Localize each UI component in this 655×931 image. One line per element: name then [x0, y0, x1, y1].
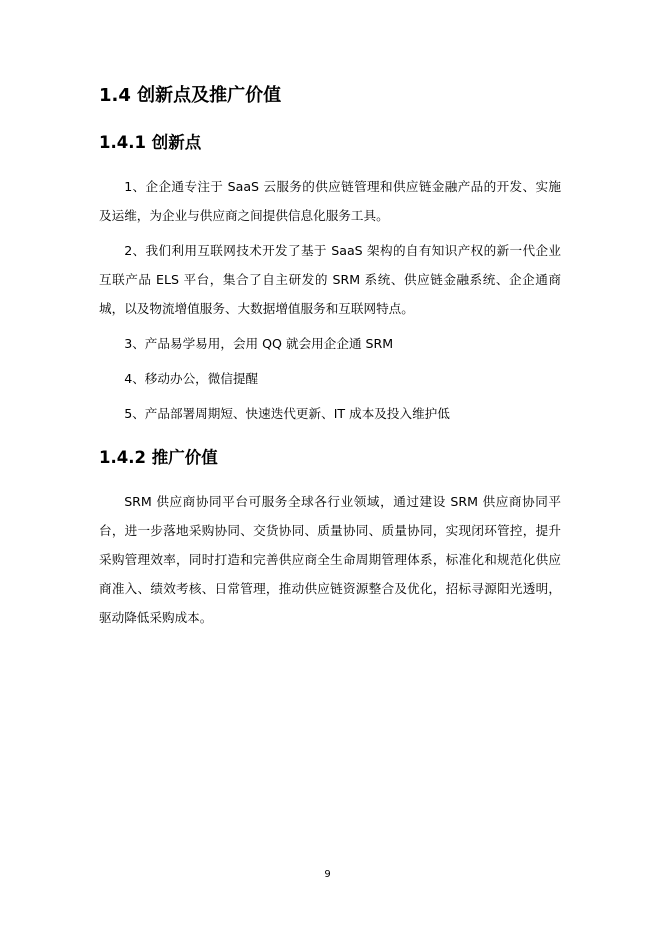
section-heading: 1.4 创新点及推广价值 — [99, 85, 282, 106]
innovation-item-3: 3、产品易学易用，会用 QQ 就会用企企通 SRM — [124, 336, 394, 351]
page-number: 9 — [324, 869, 331, 880]
innovation-list — [99, 172, 561, 428]
innovation-item-2: 2、我们利用互联网技术开发了基于 SaaS 架构的自有知识产权的新一代企业互联产品 ELS 平台，集合了自主研发的 SRM 系统、供应链金融系统、企企通商城，以及物流增值服务、大数据增值服务和互联网特点。 — [99, 243, 561, 316]
promotion-heading: 1.4.2 推广价值 — [99, 448, 218, 467]
innovation-item-4: 4、移动办公，微信提醒 — [124, 371, 259, 386]
page-content — [99, 84, 561, 632]
promotion-paragraph: SRM 供应商协同平台可服务全球各行业领域，通过建设 SRM 供应商协同平台，进一步落地采购协同、交货协同、质量协同、质量协同，实现闭环管控，提升采购管理效率，同时打造和完善供应商全生命周期管理体系，标准化和规范化供应商准入、绩效考核、日常管理，推动供应链资源整合及优化，招标寻源阳光透明，驱动降低采购成本。 — [99, 494, 561, 625]
innovation-heading: 1.4.1 创新点 — [99, 133, 202, 152]
innovation-item-1: 1、企企通专注于 SaaS 云服务的供应链管理和供应链金融产品的开发、实施及运维，为企业与供应商之间提供信息化服务工具。 — [99, 179, 561, 223]
innovation-item-5: 5、产品部署周期短、快速迭代更新、IT 成本及投入维护低 — [124, 406, 450, 421]
